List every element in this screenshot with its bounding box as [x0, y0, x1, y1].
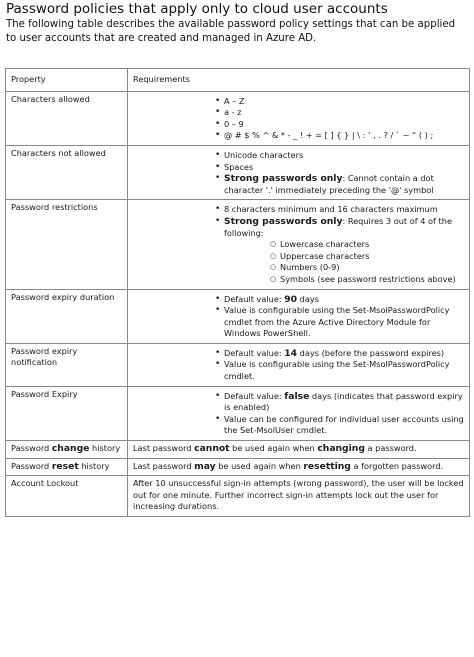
- requirements-cell: [128, 200, 470, 289]
- default-value-label: Default value:: [224, 293, 285, 304]
- list-item: • Value can be configured for individual user accounts using the Set-MsolUser cmdlet.: [224, 414, 464, 437]
- strong-passwords-label: Strong passwords only: [224, 215, 343, 227]
- list-item: • 0 – 9: [224, 119, 464, 131]
- page-title: Password policies that apply only to cloud user accounts: [6, 1, 388, 17]
- table-row: [6, 91, 470, 145]
- property-cell: [6, 441, 128, 459]
- list-item: • a - z: [224, 107, 464, 119]
- list-item: • Value is configurable using the Set-MsolPasswordPolicy cmdlet.: [224, 359, 464, 382]
- requirement-text: Last password: [133, 460, 195, 471]
- list-item: • 8 characters minimum and 16 characters maximum: [224, 204, 464, 216]
- table-row: [6, 343, 470, 386]
- table-row: [6, 386, 470, 440]
- requirements-cell: [128, 145, 470, 199]
- list-item: • A – Z: [224, 96, 464, 108]
- property-cell: Password Expiry: [6, 386, 128, 440]
- list-item: [224, 294, 464, 306]
- requirement-text: a forgotten password.: [350, 460, 444, 471]
- table-row: [6, 441, 470, 459]
- default-value-unit: days (before the password expires): [297, 347, 445, 358]
- requirements-cell: After 10 unsuccessful sign-in attempts (wrong password), the user will be locked out for one minute. Further incorrect sign-in attempts lock out the user for increasing durations.: [128, 476, 470, 517]
- requirement-emphasis: changing: [317, 443, 365, 455]
- default-value-label: Default value:: [224, 347, 285, 358]
- requirement-text: Last password: [133, 443, 195, 454]
- list-item: • @ # $ % ^ & * - _ ! + = [ ] { } | \ : ‘ , . ? / ` ~ “ ( ) ;: [224, 130, 464, 142]
- sub-list-item: ○ Lowercase characters: [280, 239, 464, 251]
- sub-list: [224, 239, 464, 285]
- table-row: [6, 476, 470, 517]
- list-item: • Spaces: [224, 162, 464, 174]
- sub-list-item: ○ Numbers (0-9): [280, 262, 464, 274]
- list-item: [224, 348, 464, 360]
- requirements-cell: [128, 458, 470, 476]
- table-header-row: [6, 69, 470, 92]
- bullet-list: [140, 348, 464, 383]
- bullet-list: [140, 391, 464, 437]
- requirement-emphasis: may: [194, 460, 216, 472]
- bullet-list: [140, 96, 464, 142]
- requirement-emphasis: cannot: [194, 443, 230, 455]
- default-value-unit: days: [297, 293, 319, 304]
- requirements-cell: [128, 386, 470, 440]
- table-row: [6, 458, 470, 476]
- table-row: [6, 145, 470, 199]
- property-text: Password: [11, 443, 52, 454]
- default-value-label: Default value:: [224, 390, 285, 401]
- bullet-list: [140, 150, 464, 196]
- property-cell: [6, 458, 128, 476]
- list-item: [224, 173, 464, 196]
- property-cell: Account Lockout: [6, 476, 128, 517]
- column-header-requirements: Requirements: [128, 69, 470, 92]
- list-item: • Value is configurable using the Set-MsolPasswordPolicy cmdlet from the Azure Active Directory Module for Windows PowerShell.: [224, 305, 464, 340]
- intro-paragraph: The following table describes the available password policy settings that can be applied to user accounts that are created and managed in Azure AD.: [6, 19, 456, 44]
- requirements-cell: [128, 289, 470, 343]
- property-cell: Characters allowed: [6, 91, 128, 145]
- strong-passwords-text: : Cannot contain a dot character '.' immediately preceding the '@' symbol: [224, 173, 434, 195]
- default-value-unit: days (indicates that password expiry is enabled): [224, 390, 463, 413]
- password-policy-table: [5, 68, 470, 517]
- list-item: [224, 391, 464, 414]
- property-emphasis: change: [51, 443, 90, 455]
- property-text: history: [89, 443, 121, 454]
- requirements-cell: [128, 343, 470, 386]
- sub-list-item: ○ Uppercase characters: [280, 251, 464, 263]
- bullet-list: [140, 294, 464, 340]
- strong-passwords-text: : Requires 3 out of 4 of the following:: [224, 215, 452, 238]
- default-value: false: [284, 390, 310, 402]
- property-text: Password: [11, 460, 52, 471]
- table-row: [6, 200, 470, 289]
- list-item: • Unicode characters: [224, 150, 464, 162]
- default-value: 90: [284, 293, 298, 305]
- property-cell: Password expiry notification: [6, 343, 128, 386]
- property-cell: Characters not allowed: [6, 145, 128, 199]
- sub-list-item: ○ Symbols (see password restrictions above): [280, 274, 464, 286]
- property-text: history: [78, 460, 110, 471]
- requirement-text: a password.: [364, 443, 417, 454]
- table-row: [6, 289, 470, 343]
- requirement-emphasis: resetting: [303, 460, 351, 472]
- requirements-cell: [128, 441, 470, 459]
- list-item: [224, 216, 464, 286]
- column-header-property: Property: [6, 69, 128, 92]
- bullet-list: [140, 204, 464, 285]
- property-cell: Password expiry duration: [6, 289, 128, 343]
- property-cell: Password restrictions: [6, 200, 128, 289]
- requirement-text: be used again when: [215, 460, 304, 471]
- default-value: 14: [284, 347, 298, 359]
- strong-passwords-label: Strong passwords only: [224, 173, 343, 185]
- requirement-text: be used again when: [229, 443, 318, 454]
- requirements-cell: [128, 91, 470, 145]
- property-emphasis: reset: [51, 460, 79, 472]
